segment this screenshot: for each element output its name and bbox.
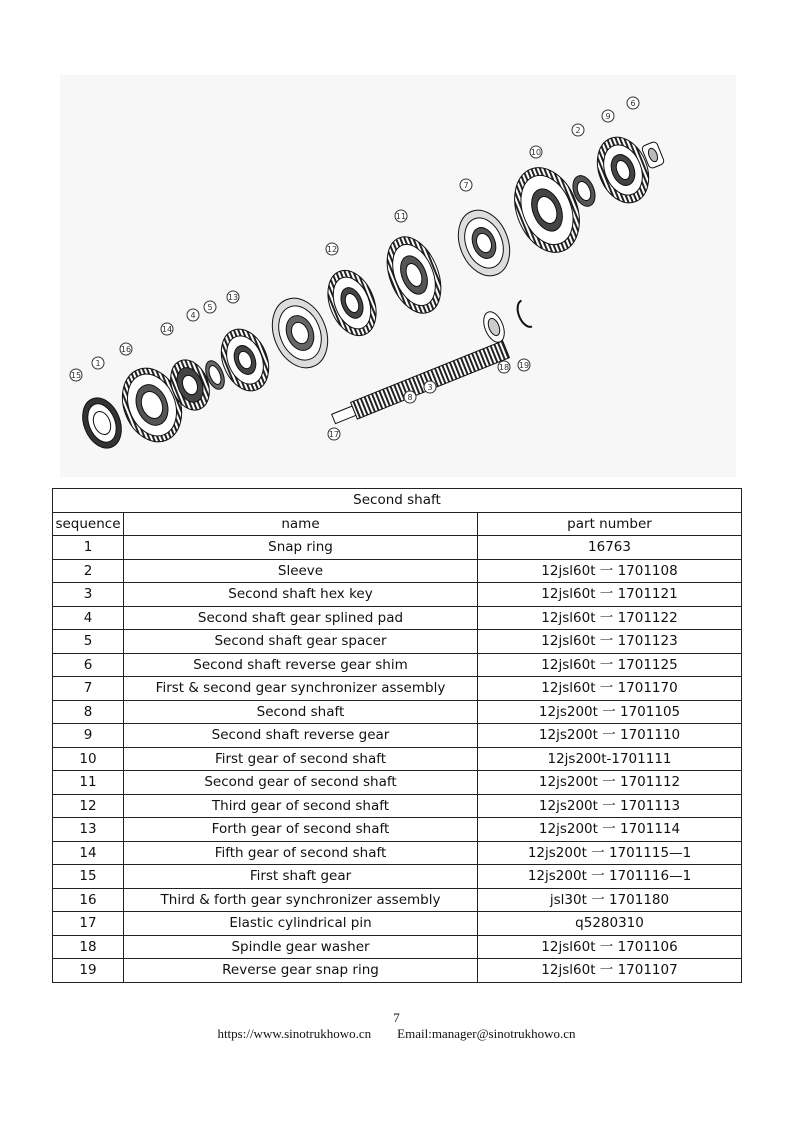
callout-18: 18 [498, 363, 510, 372]
gear-7 [449, 202, 519, 283]
table-title-row [53, 489, 742, 513]
cell-name: Third gear of second shaft [124, 794, 478, 818]
table-row [53, 536, 742, 560]
callout-5: 5 [207, 303, 213, 312]
cell-sequence: 15 [53, 865, 124, 889]
gear-15 [76, 392, 129, 454]
cell-sequence: 2 [53, 559, 124, 583]
table-row [53, 959, 742, 983]
shaft-8 [330, 341, 509, 427]
cell-part-number: 12js200t 一 1701112 [478, 771, 742, 795]
table-row [53, 888, 742, 912]
cell-name: Second shaft gear splined pad [124, 606, 478, 630]
cell-name: Elastic cylindrical pin [124, 912, 478, 936]
callout-11: 11 [395, 212, 407, 221]
cell-sequence: 17 [53, 912, 124, 936]
cell-sequence: 19 [53, 959, 124, 983]
callout-15: 15 [70, 371, 82, 380]
table-row [53, 583, 742, 607]
cell-sequence: 6 [53, 653, 124, 677]
callout-9: 9 [605, 112, 611, 121]
page-footer [0, 1010, 793, 1042]
page-number: 7 [393, 1010, 400, 1025]
cell-sequence: 16 [53, 888, 124, 912]
callout-7: 7 [463, 181, 469, 190]
table-row [53, 724, 742, 748]
cell-name: Second shaft hex key [124, 583, 478, 607]
cell-part-number: 12jsl60t 一 1701125 [478, 653, 742, 677]
cell-part-number: 12jsl60t 一 1701106 [478, 935, 742, 959]
cell-name: Sleeve [124, 559, 478, 583]
footer-contact [0, 1026, 793, 1042]
cell-sequence: 5 [53, 630, 124, 654]
gear-12 [262, 290, 337, 376]
cell-name: Reverse gear snap ring [124, 959, 478, 983]
cell-part-number: 12jsl60t 一 1701170 [478, 677, 742, 701]
cell-name: Fifth gear of second shaft [124, 841, 478, 865]
callout-19: 19 [518, 361, 530, 370]
cell-sequence: 11 [53, 771, 124, 795]
table-header-row [53, 512, 742, 536]
callout-6: 6 [630, 99, 636, 108]
cell-name: Third & forth gear synchronizer assembly [124, 888, 478, 912]
callout-13: 13 [227, 293, 239, 302]
table-row [53, 747, 742, 771]
gear-11 [377, 229, 451, 321]
column-header-name: name [124, 512, 478, 536]
cell-name: Snap ring [124, 536, 478, 560]
table-row [53, 606, 742, 630]
cell-part-number: 12jsl60t 一 1701123 [478, 630, 742, 654]
website-link[interactable]: https://www.sinotrukhowo.cn [217, 1026, 372, 1041]
table-row [53, 935, 742, 959]
cell-part-number: 12js200t 一 1701114 [478, 818, 742, 842]
cell-sequence: 13 [53, 818, 124, 842]
cell-name: First & second gear synchronizer assembly [124, 677, 478, 701]
callout-4: 4 [190, 311, 196, 320]
table-row [53, 771, 742, 795]
cell-name: First shaft gear [124, 865, 478, 889]
table-row [53, 841, 742, 865]
column-header-sequence: sequence [53, 512, 124, 536]
cell-name: Second shaft reverse gear [124, 724, 478, 748]
cell-sequence: 8 [53, 700, 124, 724]
cell-part-number: 12js200t 一 1701105 [478, 700, 742, 724]
cell-part-number: 12js200t 一 1701113 [478, 794, 742, 818]
gear-10 [503, 158, 592, 262]
cell-part-number: 12jsl60t 一 1701121 [478, 583, 742, 607]
cell-sequence: 4 [53, 606, 124, 630]
cell-sequence: 1 [53, 536, 124, 560]
table-row [53, 677, 742, 701]
callout-12: 12 [326, 245, 338, 254]
cell-part-number: jsl30t 一 1701180 [478, 888, 742, 912]
table-row [53, 559, 742, 583]
table-row [53, 865, 742, 889]
cell-sequence: 7 [53, 677, 124, 701]
table-title: Second shaft [53, 489, 742, 513]
cell-sequence: 18 [53, 935, 124, 959]
gear-assembly [76, 129, 665, 453]
callout-17: 17 [328, 430, 340, 439]
cell-part-number: 12js200t 一 1701115—1 [478, 841, 742, 865]
cell-part-number: q5280310 [478, 912, 742, 936]
column-header-part-number: part number [478, 512, 742, 536]
table-row [53, 653, 742, 677]
cell-part-number: 16763 [478, 536, 742, 560]
cell-name: Second gear of second shaft [124, 771, 478, 795]
exploded-parts-diagram [60, 75, 736, 477]
cell-sequence: 10 [53, 747, 124, 771]
cell-sequence: 14 [53, 841, 124, 865]
cell-part-number: 12js200t-1701111 [478, 747, 742, 771]
gear-12b [319, 263, 385, 343]
cell-name: First gear of second shaft [124, 747, 478, 771]
callout-1: 1 [95, 359, 101, 368]
table-row [53, 700, 742, 724]
callout-2: 2 [575, 126, 581, 135]
cell-part-number: 12js200t 一 1701110 [478, 724, 742, 748]
table-row [53, 794, 742, 818]
cell-part-number: 12js200t 一 1701116—1 [478, 865, 742, 889]
cell-sequence: 12 [53, 794, 124, 818]
cell-name: Second shaft reverse gear shim [124, 653, 478, 677]
callout-14: 14 [161, 325, 173, 334]
cell-name: Second shaft gear spacer [124, 630, 478, 654]
snap-ring-19 [514, 301, 532, 330]
email-link[interactable]: Email:manager@sinotrukhowo.cn [397, 1026, 576, 1041]
table-row [53, 818, 742, 842]
cell-part-number: 12jsl60t 一 1701107 [478, 959, 742, 983]
callout-3: 3 [427, 383, 433, 392]
cell-name: Second shaft [124, 700, 478, 724]
callout-8: 8 [407, 393, 413, 402]
cell-part-number: 12jsl60t 一 1701108 [478, 559, 742, 583]
cell-sequence: 3 [53, 583, 124, 607]
table-body [53, 536, 742, 983]
parts-table [52, 488, 742, 983]
cell-name: Forth gear of second shaft [124, 818, 478, 842]
callout-10: 10 [530, 148, 542, 157]
washer-18 [480, 309, 509, 345]
cell-sequence: 9 [53, 724, 124, 748]
table-row [53, 630, 742, 654]
cell-name: Spindle gear washer [124, 935, 478, 959]
gear-9 [588, 129, 658, 210]
callout-16: 16 [120, 345, 132, 354]
table-row [53, 912, 742, 936]
cell-part-number: 12jsl60t 一 1701122 [478, 606, 742, 630]
